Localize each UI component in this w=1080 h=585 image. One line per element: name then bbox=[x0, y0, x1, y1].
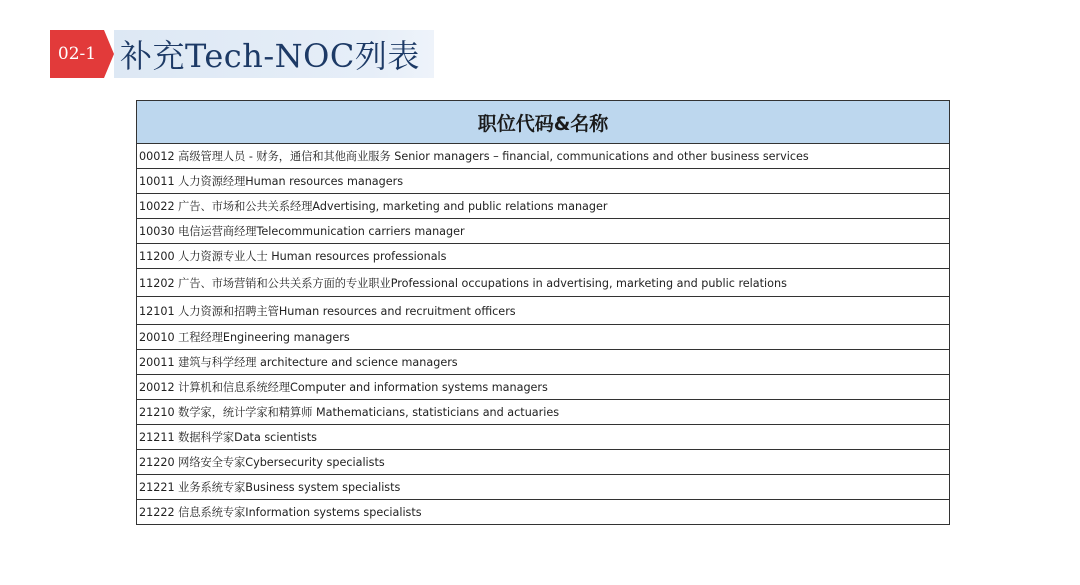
table-row bbox=[137, 475, 950, 500]
table-cell-occupation: 21222 信息系统专家Information systems specialists bbox=[137, 500, 950, 525]
page-title: 补充Tech-NOC列表 bbox=[120, 37, 420, 75]
table-row bbox=[137, 500, 950, 525]
table-row bbox=[137, 375, 950, 400]
section-number-badge: 02-1 bbox=[50, 30, 104, 78]
table-row bbox=[137, 194, 950, 219]
table-row bbox=[137, 350, 950, 375]
table-row bbox=[137, 297, 950, 325]
table-row bbox=[137, 325, 950, 350]
table-cell-occupation: 21210 数学家，统计学家和精算师 Mathematicians, statisticians and actuaries bbox=[137, 400, 950, 425]
table-row bbox=[137, 400, 950, 425]
noc-table bbox=[136, 100, 950, 525]
table-row bbox=[137, 244, 950, 269]
table-cell-occupation: 21220 网络安全专家Cybersecurity specialists bbox=[137, 450, 950, 475]
table-row bbox=[137, 144, 950, 169]
table-row bbox=[137, 269, 950, 297]
table-cell-occupation: 20012 计算机和信息系统经理Computer and information systems managers bbox=[137, 375, 950, 400]
table-row bbox=[137, 450, 950, 475]
noc-table-container bbox=[136, 100, 950, 525]
table-cell-occupation: 12101 人力资源和招聘主管Human resources and recruitment officers bbox=[137, 297, 950, 325]
table-cell-occupation: 11202 广告、市场营销和公共关系方面的专业职业Professional occupations in advertising, marketing and public relations bbox=[137, 269, 950, 297]
table-cell-occupation: 10022 广告、市场和公共关系经理Advertising, marketing and public relations manager bbox=[137, 194, 950, 219]
table-cell-occupation: 10030 电信运营商经理Telecommunication carriers manager bbox=[137, 219, 950, 244]
column-header-occupation: 职位代码&名称 bbox=[137, 101, 950, 144]
table-cell-occupation: 11200 人力资源专业人士 Human resources professionals bbox=[137, 244, 950, 269]
table-row bbox=[137, 219, 950, 244]
table-cell-occupation: 21221 业务系统专家Business system specialists bbox=[137, 475, 950, 500]
table-cell-occupation: 21211 数据科学家Data scientists bbox=[137, 425, 950, 450]
table-row bbox=[137, 425, 950, 450]
slide-title-bar bbox=[50, 30, 434, 78]
table-cell-occupation: 00012 高级管理人员 - 财务，通信和其他商业服务 Senior managers – financial, communications and other business services bbox=[137, 144, 950, 169]
table-row bbox=[137, 169, 950, 194]
table-cell-occupation: 10011 人力资源经理Human resources managers bbox=[137, 169, 950, 194]
table-cell-occupation: 20010 工程经理Engineering managers bbox=[137, 325, 950, 350]
table-cell-occupation: 20011 建筑与科学经理 architecture and science managers bbox=[137, 350, 950, 375]
title-background bbox=[114, 30, 434, 78]
table-header-row bbox=[137, 101, 950, 144]
